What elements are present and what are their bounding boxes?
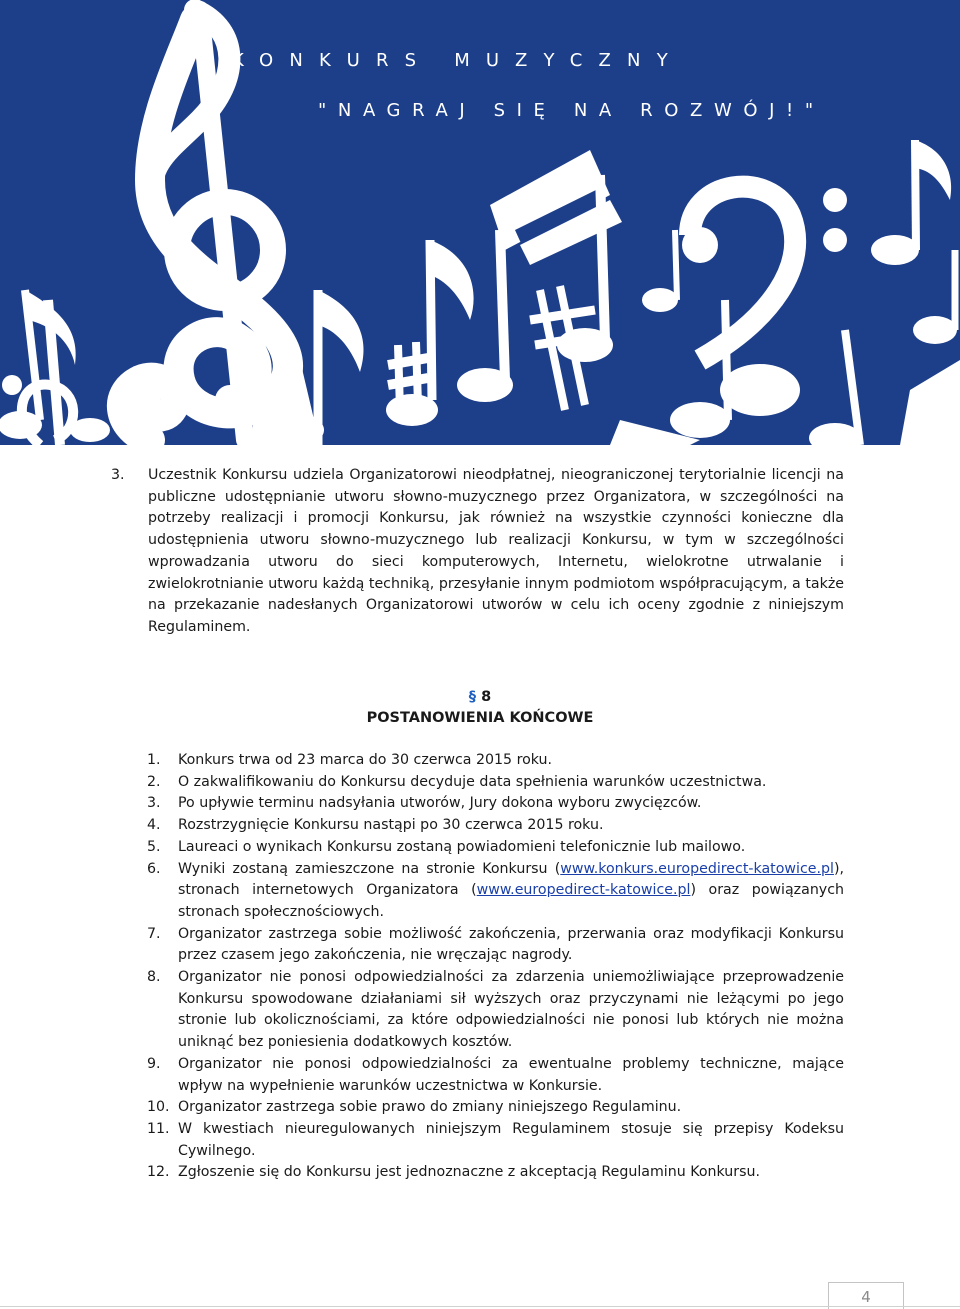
list-item xyxy=(147,793,844,815)
header-banner xyxy=(0,0,960,445)
section-heading xyxy=(0,687,960,709)
list-text: Po upływie terminu nadsyłania utworów, Jury dokona wyboru zwycięzców. xyxy=(178,795,702,812)
list-number: 12. xyxy=(147,1164,170,1181)
list-text: Laureaci o wynikach Konkursu zostaną powiadomieni telefonicznie lub mailowo. xyxy=(178,838,746,855)
eighth-note-icon xyxy=(0,290,76,439)
list-item xyxy=(147,967,844,1054)
list-text: W kwestiach nieuregulowanych niniejszym Regulaminem stosuje się przepisy Kodeksu Cywilnego. xyxy=(178,1120,844,1159)
list-item xyxy=(147,1119,844,1162)
list-number: 2. xyxy=(147,773,161,790)
list-number: 6. xyxy=(147,860,161,877)
list-item xyxy=(147,837,844,859)
rules-list xyxy=(0,750,960,1184)
list-item xyxy=(147,1054,844,1097)
list-item xyxy=(147,859,844,924)
list-item xyxy=(147,924,844,967)
list-item xyxy=(147,1097,844,1119)
list-item xyxy=(147,1162,844,1184)
list-text: Organizator zastrzega sobie możliwość zakończenia, przerwania oraz modyfikacji Konkursu przez czasem jego zakończenia, nie wręczając nagrody. xyxy=(178,925,844,964)
section-number: 8 xyxy=(481,689,492,705)
list-text: ), stronach internetowych Organizatora ( xyxy=(178,860,844,899)
list-item xyxy=(147,772,844,794)
list-number: 9. xyxy=(147,1055,161,1072)
list-text: O zakwalifikowaniu do Konkursu decyduje data spełnienia warunków uczestnictwa. xyxy=(178,773,767,790)
banner-subtitle: "NAGRAJ SIĘ NA ROZWÓJ!" xyxy=(318,100,825,121)
list-number: 8. xyxy=(147,969,161,986)
organizer-website-link[interactable]: www.europedirect-katowice.pl xyxy=(476,882,691,899)
list-item xyxy=(147,815,844,837)
bass-clef-icon xyxy=(682,187,847,360)
list-number: 1. xyxy=(147,752,161,768)
contest-website-link[interactable]: www.konkurs.europedirect-katowice.pl xyxy=(560,860,834,877)
beamed-notes-icon xyxy=(457,150,622,410)
list-text: Rozstrzygnięcie Konkursu nastąpi po 30 czerwca 2015 roku. xyxy=(178,817,604,834)
footer-divider xyxy=(0,1306,960,1307)
list-text: Zgłoszenie się do Konkursu jest jednoznaczne z akceptacją Regulaminu Konkursu. xyxy=(178,1164,761,1181)
section-title: POSTANOWIENIA KOŃCOWE xyxy=(366,710,594,726)
list-number: 3. xyxy=(147,795,161,812)
list-item xyxy=(147,750,844,772)
list-text: Organizator zastrzega sobie prawo do zmiany niniejszego Regulaminu. xyxy=(178,1099,682,1116)
list-number: 5. xyxy=(147,838,161,855)
document-body xyxy=(0,465,960,1181)
list-number: 3. xyxy=(111,467,125,483)
list-text: Uczestnik Konkursu udziela Organizatorowi nieodpłatnej, nieograniczonej terytorialnie licencji na publiczne udostępnianie utworu słowno-muzycznego przez Organizatora, w szczególności na potrzeby realizacji i promocji Konkursu, jak również na wszystkie czynności konieczne dla udostępnienia utworu słowno-muzycznego lub realizacji Konkursu, w tym w szczególności wprowadzania utworu do sieci komputerowych, Internetu, wielokrotne utrwalanie i zwielokrotnianie utworu każdą techniką, przesyłanie innym podmiotom współpracującym, a także na przekazanie nadesłanych Organizatorowi utworów w celu ich oceny zgodnie z niniejszym Regulaminem. xyxy=(148,467,844,635)
treble-clef-icon xyxy=(122,10,288,440)
list-text: Organizator nie ponosi odpowiedzialności za ewentualne problemy techniczne, mające wpływ na wypełnienie warunków uczestnictwa w Konkursie. xyxy=(178,1055,844,1094)
list-text: ) oraz powiązanych stronach społecznościowych. xyxy=(178,882,844,920)
page-number: 4 xyxy=(861,1288,871,1306)
list-number: 10. xyxy=(147,1099,170,1116)
list-number: 7. xyxy=(147,925,161,942)
list-number: 4. xyxy=(147,817,161,834)
list-item xyxy=(111,465,844,639)
section-sign: § xyxy=(468,689,477,705)
list-number: 11. xyxy=(147,1120,170,1137)
list-text: Organizator nie ponosi odpowiedzialności za zdarzenia uniemożliwiające przeprowadzenie Konkursu spowodowane działaniami sił wyższych oraz przyczynami nie leżącymi po jego stronie lub okolicznościami, za które odpowiedzialności nie ponosi lub których nie można uniknąć bez poniesienia dodatkowych kosztów. xyxy=(178,969,844,1051)
banner-title: KONKURS MUZYCZNY xyxy=(232,50,684,71)
list-text: Konkurs trwa od 23 marca do 30 czerwca 2015 roku. xyxy=(178,752,553,768)
list-text: Wyniki zostaną zamieszczone na stronie Konkursu ( xyxy=(178,860,561,877)
